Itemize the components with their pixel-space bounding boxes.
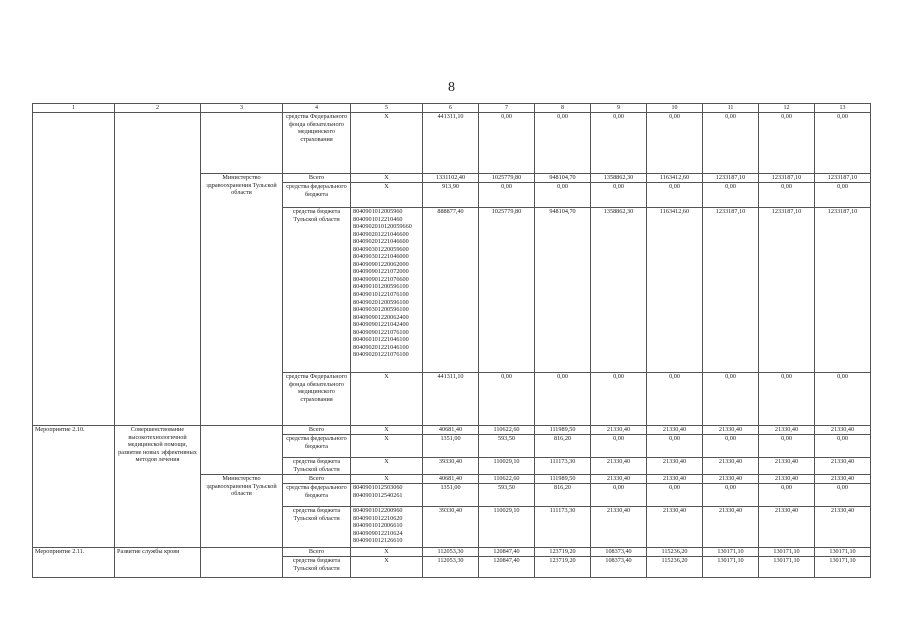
budget-code: 8040901012210620 <box>353 514 403 522</box>
amount-cell: 21330,40 <box>815 507 871 548</box>
amount-cell: 1163412,60 <box>647 208 703 373</box>
amount-cell: 0,00 <box>815 484 871 507</box>
budget-code: 804060101221046100 <box>353 336 409 344</box>
amount-cell: 130171,10 <box>703 557 759 578</box>
budget-code: 804090201221076100 <box>353 351 409 359</box>
amount-cell: 21330,40 <box>591 507 647 548</box>
budget-code: 804090101200596100 <box>353 283 409 291</box>
amount-cell: 21330,40 <box>647 507 703 548</box>
amount-cell: 130171,10 <box>815 548 871 557</box>
measure-name-cell: Совершенствование высокотехнологичной медицинской помощи, развитие новых эффективных методов лечения <box>115 426 201 548</box>
amount-cell: 111173,30 <box>535 507 591 548</box>
measure-label-cell <box>33 113 115 426</box>
amount-cell: 111989,50 <box>535 426 591 435</box>
amount-cell: 110622,60 <box>479 426 535 435</box>
amount-cell: 0,00 <box>703 113 759 174</box>
amount-cell: 1233187,10 <box>703 208 759 373</box>
budget-code: 804090301220059600 <box>353 245 409 253</box>
amount-cell: 1233187,10 <box>703 174 759 183</box>
amount-cell: 0,00 <box>759 484 815 507</box>
table-row <box>33 426 871 435</box>
amount-cell: 1233187,10 <box>759 174 815 183</box>
amount-cell: 21330,40 <box>759 475 815 484</box>
funding-source-cell: Всего <box>283 548 351 557</box>
amount-cell: 21330,40 <box>703 426 759 435</box>
amount-cell: 816,20 <box>535 435 591 458</box>
executor-cell: Министерство здравоохранения Тульской области <box>201 475 283 548</box>
column-number-header: 12 <box>759 104 815 113</box>
column-number-header: 13 <box>815 104 871 113</box>
budget-code: 8040909012210624 <box>353 529 403 537</box>
budget-table <box>32 103 871 578</box>
budget-code: 8040901012005960 <box>353 208 403 215</box>
budget-code: 8040901012503060 <box>353 484 403 491</box>
amount-cell: 21330,40 <box>815 475 871 484</box>
measure-label-cell: Мероприятие 2.10. <box>33 426 115 548</box>
amount-cell: 112053,30 <box>423 548 479 557</box>
amount-cell: 112053,30 <box>423 557 479 578</box>
column-number-header: 11 <box>703 104 759 113</box>
amount-cell: 21330,40 <box>647 458 703 475</box>
amount-cell: 0,00 <box>479 113 535 174</box>
amount-cell: 111989,50 <box>535 475 591 484</box>
budget-code: 804090301221046000 <box>353 253 409 261</box>
amount-cell: 1351,00 <box>423 484 479 507</box>
amount-cell: 0,00 <box>591 435 647 458</box>
budget-code-cell: X <box>351 548 423 557</box>
amount-cell: 120847,40 <box>479 548 535 557</box>
amount-cell: 0,00 <box>479 183 535 208</box>
amount-cell: 0,00 <box>647 373 703 426</box>
funding-source-cell: средства бюджета Тульской области <box>283 458 351 475</box>
measure-name-cell <box>115 113 201 426</box>
amount-cell: 21330,40 <box>591 426 647 435</box>
amount-cell: 0,00 <box>815 183 871 208</box>
budget-code: 804090301200596100 <box>353 306 409 314</box>
amount-cell: 888877,40 <box>423 208 479 373</box>
amount-cell: 1233187,10 <box>759 208 815 373</box>
amount-cell: 0,00 <box>703 484 759 507</box>
amount-cell: 130171,10 <box>759 548 815 557</box>
amount-cell: 0,00 <box>535 113 591 174</box>
amount-cell: 0,00 <box>703 435 759 458</box>
budget-code: 804090201221046100 <box>353 343 409 351</box>
amount-cell: 1025779,80 <box>479 208 535 373</box>
column-number-header: 9 <box>591 104 647 113</box>
amount-cell: 21330,40 <box>591 475 647 484</box>
amount-cell: 948104,70 <box>535 174 591 183</box>
funding-source-cell: Всего <box>283 174 351 183</box>
amount-cell: 108373,40 <box>591 548 647 557</box>
amount-cell: 0,00 <box>591 183 647 208</box>
column-number-header: 2 <box>115 104 201 113</box>
budget-code-cell: X <box>351 183 423 208</box>
amount-cell: 0,00 <box>591 484 647 507</box>
amount-cell: 21330,40 <box>703 475 759 484</box>
budget-code-cell: X <box>351 113 423 174</box>
amount-cell: 21330,40 <box>647 475 703 484</box>
amount-cell: 0,00 <box>591 113 647 174</box>
column-number-header: 4 <box>283 104 351 113</box>
executor-cell <box>201 426 283 475</box>
budget-code: 804090201221046600 <box>353 238 409 246</box>
amount-cell: 21330,40 <box>759 507 815 548</box>
budget-code-cell: X <box>351 174 423 183</box>
budget-code: 804090901221042400 <box>353 321 409 329</box>
amount-cell: 0,00 <box>479 373 535 426</box>
amount-cell: 0,00 <box>815 113 871 174</box>
amount-cell: 0,00 <box>759 373 815 426</box>
amount-cell: 108373,40 <box>591 557 647 578</box>
measure-label-cell: Мероприятие 2.11. <box>33 548 115 578</box>
funding-source-cell: Всего <box>283 426 351 435</box>
amount-cell: 913,90 <box>423 183 479 208</box>
budget-code-cell: X <box>351 426 423 435</box>
amount-cell: 110029,10 <box>479 507 535 548</box>
amount-cell: 39330,40 <box>423 507 479 548</box>
budget-code: 804090901221076100 <box>353 328 409 336</box>
column-number-header: 1 <box>33 104 115 113</box>
budget-code-cell: X <box>351 435 423 458</box>
amount-cell: 0,00 <box>759 435 815 458</box>
funding-source-cell: Всего <box>283 475 351 484</box>
amount-cell: 948104,70 <box>535 208 591 373</box>
funding-source-cell: средства бюджета Тульской области <box>283 208 351 373</box>
funding-source-cell: средства бюджета Тульской области <box>283 507 351 548</box>
amount-cell: 441311,10 <box>423 373 479 426</box>
budget-code-cell: X <box>351 475 423 484</box>
budget-code: 8040901012540261 <box>353 491 403 499</box>
funding-source-cell: средства федерального бюджета <box>283 435 351 458</box>
budget-code: 804090101221076100 <box>353 291 409 299</box>
amount-cell: 21330,40 <box>759 458 815 475</box>
amount-cell: 0,00 <box>815 435 871 458</box>
amount-cell: 816,20 <box>535 484 591 507</box>
amount-cell: 115236,20 <box>647 557 703 578</box>
amount-cell: 0,00 <box>703 373 759 426</box>
budget-code: 804090901220062000 <box>353 260 409 268</box>
budget-code: 804090901221076600 <box>353 275 409 283</box>
amount-cell: 0,00 <box>535 373 591 426</box>
amount-cell: 1351,00 <box>423 435 479 458</box>
header-row <box>33 104 871 113</box>
amount-cell: 130171,10 <box>703 548 759 557</box>
amount-cell: 1358862,30 <box>591 208 647 373</box>
budget-code: 8040901012210460 <box>353 215 403 223</box>
amount-cell: 0,00 <box>591 373 647 426</box>
amount-cell: 40681,40 <box>423 426 479 435</box>
funding-source-cell: средства Федерального фонда обязательного медицинского страхования <box>283 113 351 174</box>
amount-cell: 0,00 <box>703 183 759 208</box>
amount-cell: 0,00 <box>535 183 591 208</box>
budget-code-cell: X <box>351 373 423 426</box>
table-row <box>33 548 871 557</box>
amount-cell: 110622,60 <box>479 475 535 484</box>
budget-code: 8040901012126610 <box>353 537 403 545</box>
page-bottom-margin <box>0 598 905 640</box>
amount-cell: 1163412,60 <box>647 174 703 183</box>
amount-cell: 123719,20 <box>535 548 591 557</box>
column-number-header: 3 <box>201 104 283 113</box>
amount-cell: 593,50 <box>479 435 535 458</box>
amount-cell: 110029,10 <box>479 458 535 475</box>
amount-cell: 441311,10 <box>423 113 479 174</box>
amount-cell: 130171,10 <box>815 557 871 578</box>
amount-cell: 21330,40 <box>703 507 759 548</box>
amount-cell: 593,50 <box>479 484 535 507</box>
funding-source-cell: средства федерального бюджета <box>283 484 351 507</box>
measure-name-cell: Развитие службы крови <box>115 548 201 578</box>
budget-code-cell <box>351 484 423 507</box>
amount-cell: 39330,40 <box>423 458 479 475</box>
budget-code: 804090201200596100 <box>353 298 409 306</box>
amount-cell: 40681,40 <box>423 475 479 484</box>
budget-code: 804090901220062400 <box>353 313 409 321</box>
executor-cell <box>201 113 283 174</box>
table-row <box>33 113 871 174</box>
amount-cell: 123719,20 <box>535 557 591 578</box>
funding-source-cell: средства Федерального фонда обязательного медицинского страхования <box>283 373 351 426</box>
executor-cell <box>201 548 283 578</box>
amount-cell: 21330,40 <box>815 426 871 435</box>
amount-cell: 120847,40 <box>479 557 535 578</box>
amount-cell: 0,00 <box>647 183 703 208</box>
amount-cell: 1233187,10 <box>815 208 871 373</box>
amount-cell: 0,00 <box>647 484 703 507</box>
budget-code-cell: X <box>351 557 423 578</box>
column-number-header: 6 <box>423 104 479 113</box>
budget-code: 804090201221046600 <box>353 230 409 238</box>
amount-cell: 0,00 <box>647 113 703 174</box>
funding-source-cell: средства бюджета Тульской области <box>283 557 351 578</box>
budget-code: 804090901221072000 <box>353 268 409 276</box>
column-number-header: 7 <box>479 104 535 113</box>
executor-cell: Министерство здравоохранения Тульской области <box>201 174 283 426</box>
amount-cell: 21330,40 <box>815 458 871 475</box>
amount-cell: 115236,20 <box>647 548 703 557</box>
budget-code-cell <box>351 208 423 373</box>
budget-code: 8040902010120059660 <box>353 223 412 231</box>
amount-cell: 1358862,30 <box>591 174 647 183</box>
amount-cell: 21330,40 <box>759 426 815 435</box>
amount-cell: 1025779,80 <box>479 174 535 183</box>
amount-cell: 0,00 <box>647 435 703 458</box>
page-number: 8 <box>448 80 455 95</box>
column-number-header: 5 <box>351 104 423 113</box>
budget-code-cell: X <box>351 458 423 475</box>
budget-code: 8040901012006610 <box>353 522 403 530</box>
amount-cell: 1331102,40 <box>423 174 479 183</box>
amount-cell: 0,00 <box>815 373 871 426</box>
column-number-header: 8 <box>535 104 591 113</box>
amount-cell: 0,00 <box>759 183 815 208</box>
amount-cell: 21330,40 <box>647 426 703 435</box>
amount-cell: 0,00 <box>759 113 815 174</box>
funding-source-cell: средства федерального бюджета <box>283 183 351 208</box>
budget-code-cell <box>351 507 423 548</box>
amount-cell: 111173,30 <box>535 458 591 475</box>
amount-cell: 130171,10 <box>759 557 815 578</box>
budget-code: 8040901012200960 <box>353 507 403 514</box>
amount-cell: 21330,40 <box>591 458 647 475</box>
amount-cell: 1233187,10 <box>815 174 871 183</box>
amount-cell: 21330,40 <box>703 458 759 475</box>
column-number-header: 10 <box>647 104 703 113</box>
